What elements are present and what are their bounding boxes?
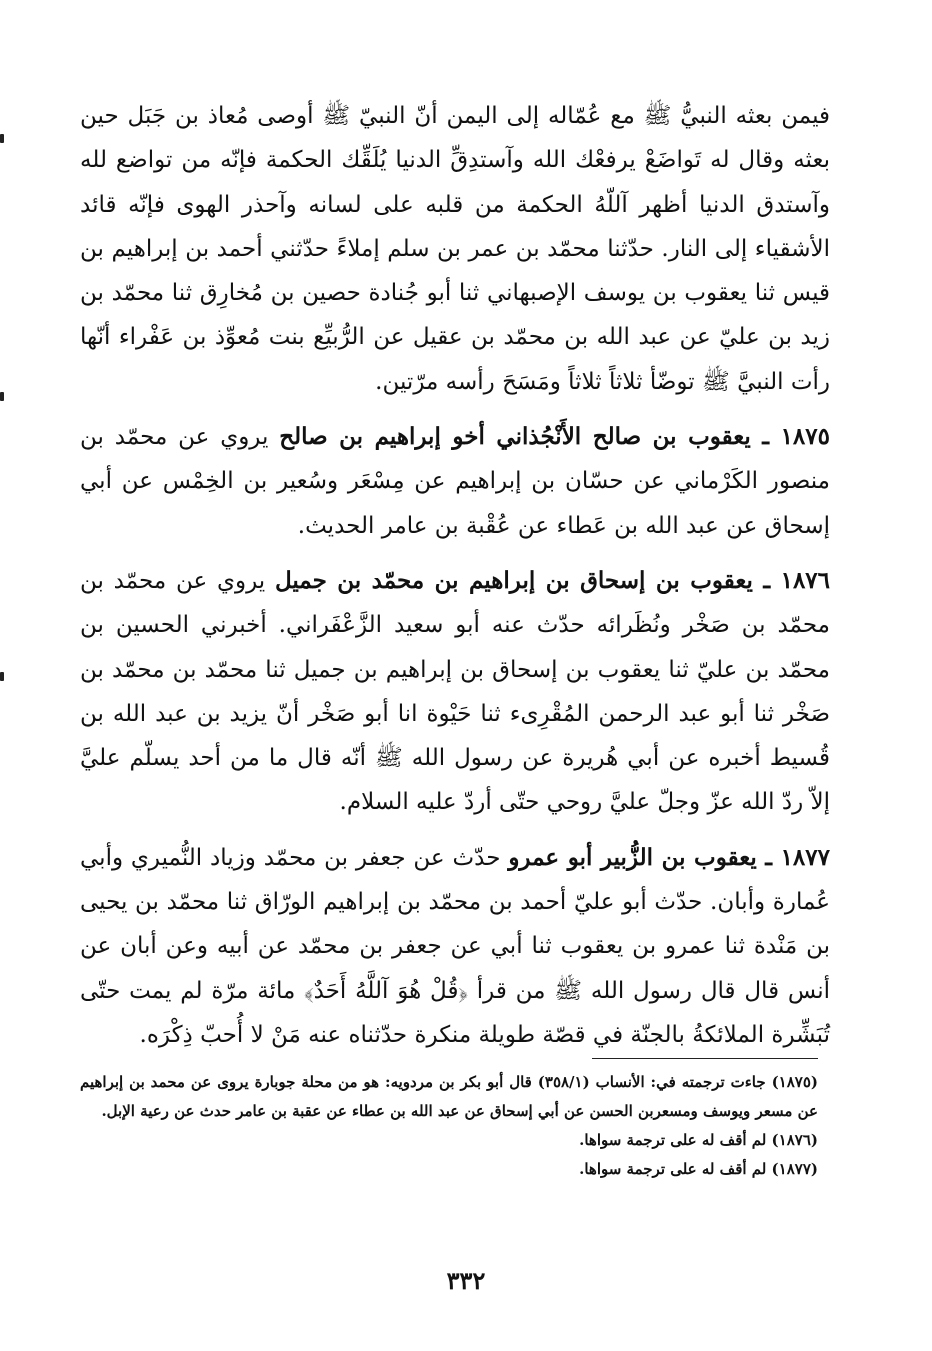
footnote-divider — [592, 1058, 818, 1059]
page-number: ٣٣٢ — [446, 1266, 486, 1295]
entry-1877 — [80, 836, 830, 1057]
margin-mark — [0, 392, 4, 401]
footnote-1877: (١٨٧٧) لم أقف له على ترجمة سواها. — [579, 1160, 818, 1178]
main-text-block — [80, 94, 830, 1057]
footnote-1876: (١٨٧٦) لم أقف له على ترجمة سواها. — [579, 1131, 818, 1149]
entry-text: يروي عن محمّد بن محمّد بن صَخْر ونُظَرائه حدّث عنه أبو سعيد الزَّعْفَراني. أخبرني الحسين بن محمّد بن عليّ ثنا يعقوب بن إسحاق بن إبراهيم بن جميل ثنا محمّد بن محمّد بن صَخْر ثنا أبو عبد الرحمن المُقْرِىء ثنا حَيْوة انا أبو صَخْر أنّ يزيد بن عبد الله بن قُسيط أخبره عن أبي هُريرة عن رسول الله ﷺ أنّه قال ما من أحد يسلّم عليَّ إلاّ ردّ الله عزّ وجلّ عليَّ روحي حتّى أردّ عليه السلام. — [80, 567, 830, 816]
margin-mark — [0, 672, 4, 681]
entry-heading: ١٨٧٦ ـ يعقوب بن إسحاق بن إبراهيم بن محمّد بن جميل — [274, 566, 831, 594]
entry-heading: ١٨٧٧ ـ يعقوب بن الزُّبير أبو عمرو — [508, 843, 830, 871]
entry-1876 — [80, 559, 830, 825]
entry-1875 — [80, 415, 830, 548]
footnote-1875: (١٨٧٥) جاءت ترجمته في: الأنساب (٣٥٨/١) قال أبو بكر بن مردويه: هو من محلة جوبارة يروى عن محمد بن إبراهيم عن مسعر ويوسف ومسعربن الحسن عن أبي إسحاق عن عبد الله بن عطاء عن عقبة بن عامر حدث عن رعية الإبل. — [80, 1073, 819, 1120]
margin-mark — [0, 134, 4, 143]
entry-text: حدّث عن جعفر بن محمّد وزياد النُّميري وأبي عُمارة وأبان. حدّث أبو عليّ أحمد بن محمّد بن إبراهيم الورّاق ثنا محمّد بن يحيى بن مَنْدة ثنا عمرو بن يعقوب ثنا أبي عن جعفر بن محمّد عن أبيه وعن أبان عن أنس قال قال رسول الله ﷺ من قرأ ﴿قُلْ هُوَ آللَّهُ أَحَدٌ﴾ مائة مرّة لم يمت حتّى تُبَشِّرة الملائكةُ بالجنّة في قصّة طويلة منكرة حدّثناه عنه مَنْ لا أُحبّ ذِكْرَه. — [80, 844, 830, 1048]
paragraph-text: فيمن بعثه النبيُّ ﷺ مع عُمّاله إلى اليمن أنّ النبيّ ﷺ أوصى مُعاذ بن جَبَل حين بعثه وقال له تَواضَعْ يرفعْك الله وآستدِقِّ الدنيا يُلَقِّك الحكمة فإنّه من تواضع لله وآستدق الدنيا أظهر آللّهُ الحكمة من قلبه على لسانه وآحذر الهوى فإنّه قائد الأشقياء إلى النار. حدّثنا محمّد بن عمر بن سلم إملاءً حدّثني أحمد بن إبراهيم بن قيس ثنا يعقوب بن يوسف الإصبهاني ثنا أبو جُنادة حصين بن مُخارِق ثنا محمّد بن زيد بن عليّ عن عبد الله بن محمّد بن عقيل عن الرُّبيِّع بنت مُعوِّذ بن عَفْراء أنّها رأت النبيَّ ﷺ توضّأ ثلاثاً ثلاثاً ومَسَحَ رأسه مرّتين. — [80, 103, 830, 395]
entry-heading: ١٨٧٥ ـ يعقوب بن صالح الأَنْجُذاني أخو إبراهيم بن صالح — [279, 423, 830, 451]
paragraph-continuation — [80, 94, 830, 404]
footnotes — [80, 1068, 818, 1184]
entry-text: يروي عن محمّد بن منصور الكَرْماني عن حسّان بن إبراهيم عن مِسْعَر وسُعير بن الخِمْس عن أبي إسحاق عن عبد الله بن عَطاء عن عُقْبة بن عامر الحديث. — [80, 424, 830, 539]
